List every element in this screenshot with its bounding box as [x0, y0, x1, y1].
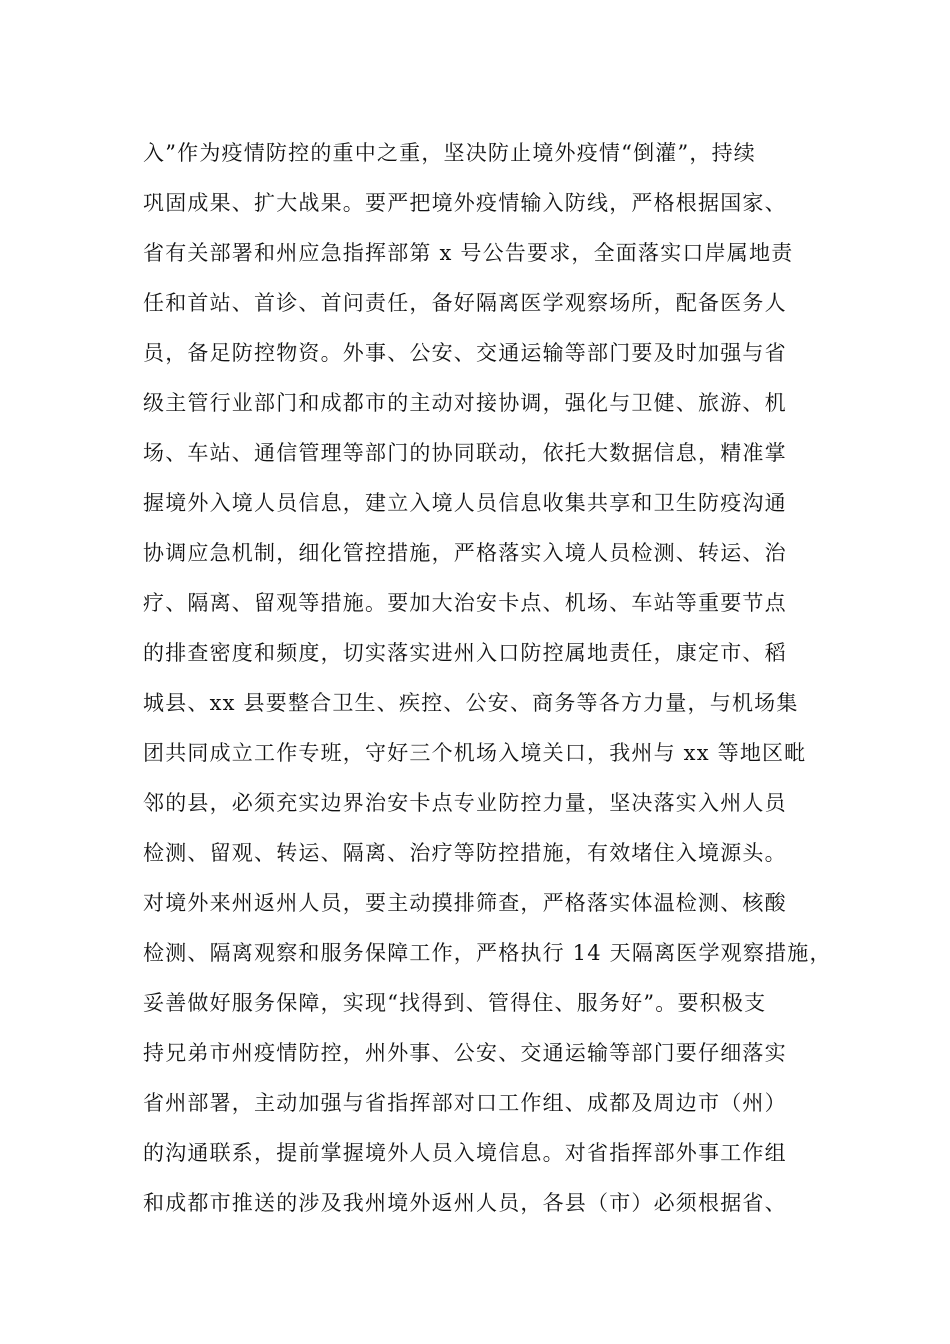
text-line-8: 握境外入境人员信息，建立入境人员信息收集共享和卫生防疫沟通 — [143, 491, 787, 515]
text-line-10: 疗、隔离、留观等措施。要加大治安卡点、机场、车站等重要节点 — [143, 591, 787, 615]
text-line-20: 省州部署，主动加强与省指挥部对口工作组、成都及周边市（州） — [143, 1091, 787, 1115]
text-line-16: 对境外来州返州人员，要主动摸排筛查，严格落实体温检测、核酸 — [143, 891, 787, 915]
text-line-17: 检测、隔离观察和服务保障工作，严格执行 14 天隔离医学观察措施， — [143, 941, 832, 965]
text-line-19: 持兄弟市州疫情防控，州外事、公安、交通运输等部门要仔细落实 — [143, 1041, 787, 1065]
text-line-12: 城县、xx 县要整合卫生、疾控、公安、商务等各方力量，与机场集 — [143, 691, 799, 715]
text-line-1: 入”作为疫情防控的重中之重，坚决防止境外疫情“倒灌”，持续 — [143, 141, 757, 165]
text-line-6: 级主管行业部门和成都市的主动对接协调，强化与卫健、旅游、机 — [143, 391, 787, 415]
text-line-2: 巩固成果、扩大战果。要严把境外疫情输入防线，严格根据国家、 — [143, 191, 787, 215]
text-line-14: 邻的县，必须充实边界治安卡点专业防控力量，坚决落实入州人员 — [143, 791, 787, 815]
text-line-22: 和成都市推送的涉及我州境外返州人员，各县（市）必须根据省、 — [143, 1191, 787, 1215]
text-line-21: 的沟通联系，提前掌握境外人员入境信息。对省指挥部外事工作组 — [143, 1141, 787, 1165]
body-text — [143, 128, 843, 1228]
text-line-18: 妥善做好服务保障，实现“找得到、管得住、服务好”。要积极支 — [143, 991, 767, 1015]
text-line-13: 团共同成立工作专班，守好三个机场入境关口，我州与 xx 等地区毗 — [143, 741, 807, 765]
text-line-7: 场、车站、通信管理等部门的协同联动，依托大数据信息，精准掌 — [143, 441, 787, 465]
text-line-15: 检测、留观、转运、隔离、治疗等防控措施，有效堵住入境源头。 — [143, 841, 787, 865]
text-line-3: 省有关部署和州应急指挥部第 x 号公告要求，全面落实口岸属地责 — [143, 241, 794, 265]
text-line-11: 的排查密度和频度，切实落实进州入口防控属地责任，康定市、稻 — [143, 641, 787, 665]
text-line-4: 任和首站、首诊、首问责任，备好隔离医学观察场所，配备医务人 — [143, 291, 787, 315]
text-line-5: 员，备足防控物资。外事、公安、交通运输等部门要及时加强与省 — [143, 341, 787, 365]
text-line-9: 协调应急机制，细化管控措施，严格落实入境人员检测、转运、治 — [143, 541, 787, 565]
